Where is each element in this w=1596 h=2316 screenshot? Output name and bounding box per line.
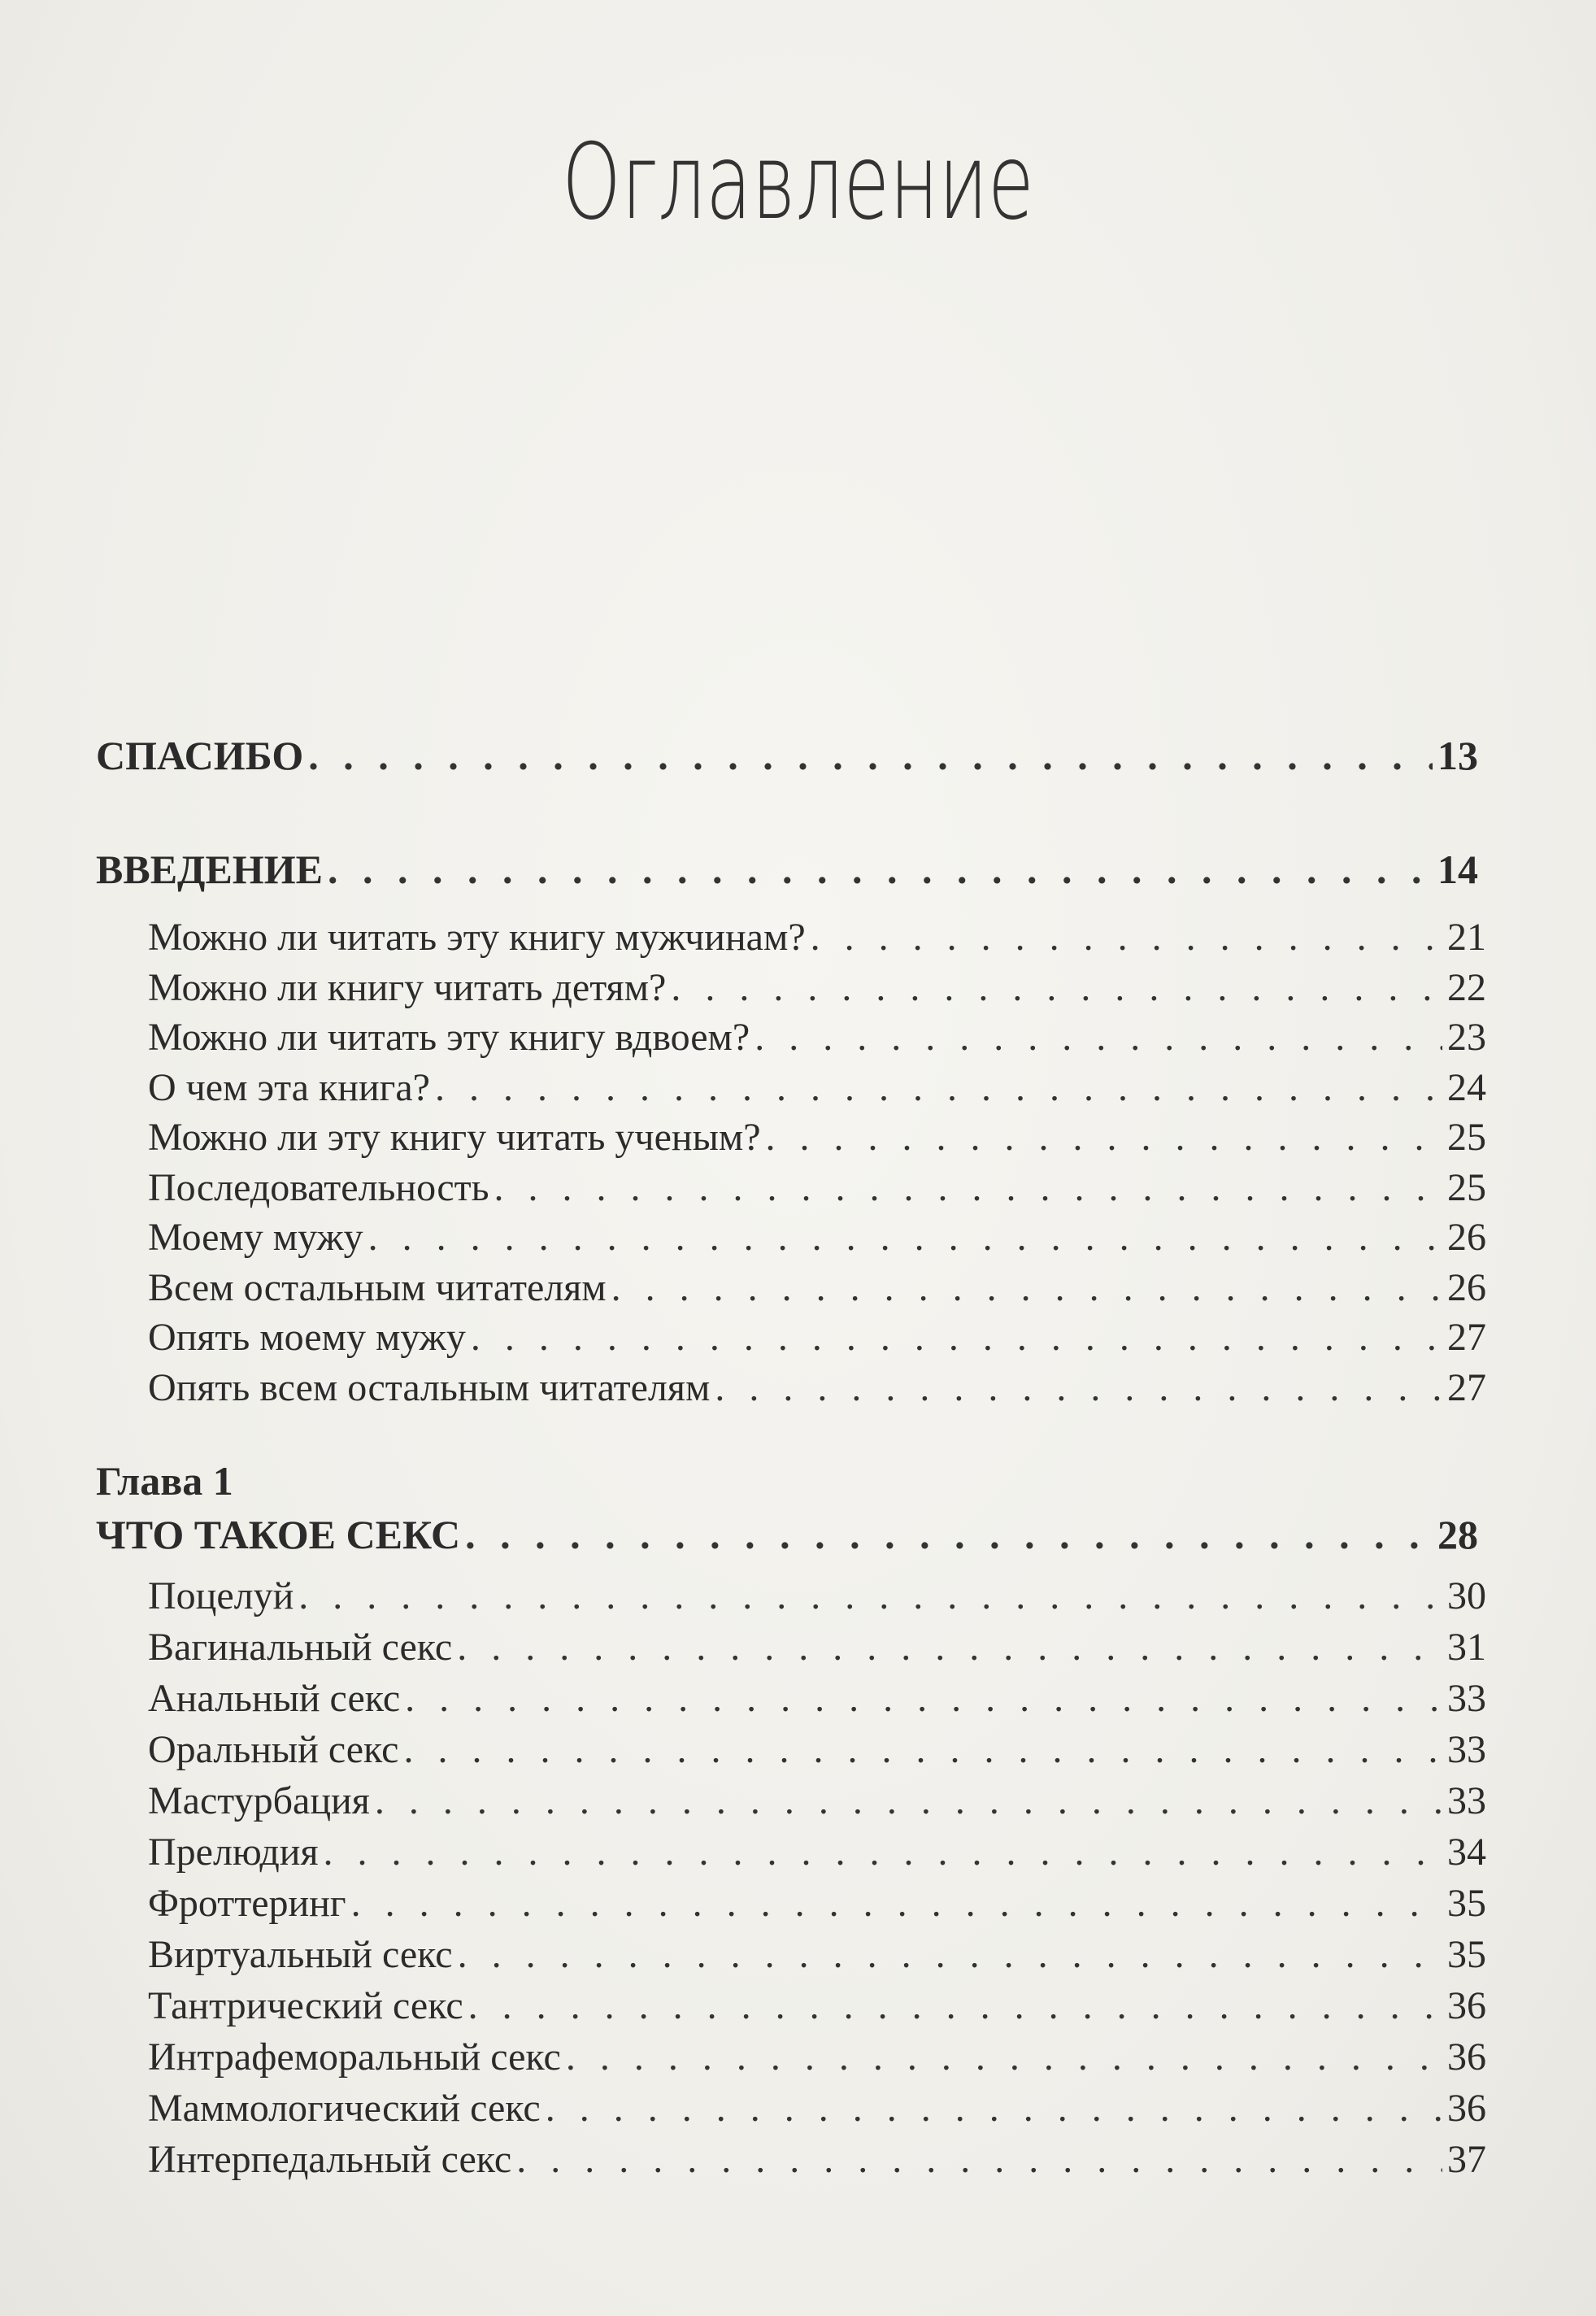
toc-entry-page: 25 <box>1447 1165 1486 1209</box>
leader-dots <box>471 1315 1442 1360</box>
leader-dots <box>516 2137 1442 2182</box>
toc-subentry <box>148 1778 1486 1823</box>
leader-dots <box>324 1830 1442 1874</box>
toc-entry-label: Опять всем остальным читателям <box>148 1365 711 1409</box>
toc-entry-label: Анальный секс <box>148 1677 401 1720</box>
toc-entry-label: Прелюдия <box>148 1831 319 1874</box>
leader-dots <box>298 1574 1442 1618</box>
leader-dots <box>546 2086 1442 2131</box>
toc-subentry <box>148 1983 1486 2028</box>
toc-entry-page: 24 <box>1447 1065 1486 1109</box>
toc-entry-label: Моему мужу <box>148 1216 363 1259</box>
toc-entry-page: 31 <box>1447 1626 1486 1669</box>
toc-entry-label: Можно ли эту книгу читать ученым? <box>148 1116 761 1159</box>
toc-subentry <box>148 1932 1486 1977</box>
toc-entry-label: Опять моему мужу <box>148 1316 466 1359</box>
toc-subentry <box>148 1015 1486 1060</box>
toc-entry-page: 36 <box>1447 2035 1486 2079</box>
toc-entry-chapter1 <box>96 1511 1478 1558</box>
toc-entry-page: 28 <box>1437 1512 1478 1557</box>
toc-entry-label: Интрафеморальный секс <box>148 2035 561 2079</box>
toc-entry-page: 33 <box>1447 1779 1486 1822</box>
toc-entry-label: Можно ли книгу читать детям? <box>148 965 667 1009</box>
page-title: Оглавление <box>562 122 1034 243</box>
toc-entry-page: 13 <box>1437 733 1478 778</box>
leader-dots <box>755 1015 1442 1060</box>
leader-dots <box>566 2035 1442 2079</box>
toc-entry-label: Маммологический секс <box>148 2087 541 2130</box>
leader-dots <box>715 1365 1442 1410</box>
leader-dots <box>403 1727 1442 1772</box>
toc-entry-label: Мастурбация <box>148 1779 370 1822</box>
toc-entry-page: 36 <box>1447 2087 1486 2130</box>
leader-dots <box>671 965 1442 1010</box>
toc-entry-intro <box>96 846 1478 893</box>
leader-dots <box>611 1265 1442 1310</box>
leader-dots <box>351 1881 1442 1926</box>
toc-entry-label: Можно ли читать эту книгу вдвоем? <box>148 1016 750 1059</box>
toc-entry-page: 27 <box>1447 1365 1486 1409</box>
toc-subentry <box>148 1315 1486 1360</box>
toc-subentry <box>148 1727 1486 1772</box>
leader-dots <box>458 1932 1442 1977</box>
leader-dots <box>494 1165 1442 1210</box>
toc-entry-label: Последовательность <box>148 1165 489 1209</box>
leader-dots <box>328 846 1433 893</box>
toc-entry-page: 30 <box>1447 1574 1486 1617</box>
toc-entry-label: Оральный секс <box>148 1728 399 1771</box>
toc-entry-label: СПАСИБО <box>96 733 304 778</box>
toc-subentry <box>148 1115 1486 1160</box>
toc-entry-page: 35 <box>1447 1882 1486 1925</box>
toc-subentry <box>148 1165 1486 1210</box>
leader-dots <box>468 1983 1442 2028</box>
toc-entry-page: 36 <box>1447 1984 1486 2027</box>
toc-entry-page: 25 <box>1447 1116 1486 1159</box>
toc-subentry <box>148 915 1486 960</box>
toc-entry-label: Фроттеринг <box>148 1882 346 1925</box>
toc-subentry <box>148 1881 1486 1926</box>
toc-entry-page: 37 <box>1447 2138 1486 2181</box>
toc-subentry <box>148 1215 1486 1260</box>
toc-entry-page: 14 <box>1437 847 1478 892</box>
toc-entry-label: ВВЕДЕНИЕ <box>96 847 323 892</box>
toc-entry-page: 33 <box>1447 1677 1486 1720</box>
toc-entry-label: Поцелуй <box>148 1574 294 1617</box>
toc-entry-page: 34 <box>1447 1831 1486 1874</box>
chapter-number: Глава 1 <box>96 1458 233 1504</box>
leader-dots <box>465 1511 1433 1558</box>
leader-dots <box>375 1778 1442 1823</box>
toc-entry-page: 26 <box>1447 1265 1486 1309</box>
toc-entry-label: Всем остальным читателям <box>148 1265 607 1309</box>
toc-entry-label: ЧТО ТАКОЕ СЕКС <box>96 1512 461 1557</box>
toc-entry-page: 21 <box>1447 916 1486 959</box>
toc-entry-page: 23 <box>1447 1016 1486 1059</box>
toc-subentry <box>148 965 1486 1010</box>
toc-subentry <box>148 1065 1486 1110</box>
toc-entry-label: Тантрический секс <box>148 1984 463 2027</box>
leader-dots <box>766 1115 1443 1160</box>
toc-subentry <box>148 2035 1486 2079</box>
toc-subentry <box>148 1265 1486 1310</box>
toc-entry-label: Вагинальный секс <box>148 1626 453 1669</box>
toc-subentry <box>148 1830 1486 1874</box>
toc-entry-page: 26 <box>1447 1216 1486 1259</box>
toc-entry-label: Интерпедальный секс <box>148 2138 512 2181</box>
toc-entry-label: Можно ли читать эту книгу мужчинам? <box>148 916 806 959</box>
toc-entry-page: 33 <box>1447 1728 1486 1771</box>
toc-entry-thanks <box>96 732 1478 779</box>
leader-dots <box>368 1215 1442 1260</box>
toc-subentry <box>148 1676 1486 1721</box>
leader-dots <box>405 1676 1442 1721</box>
toc-subentry <box>148 2137 1486 2182</box>
toc-subentry <box>148 1365 1486 1410</box>
leader-dots <box>811 915 1442 960</box>
toc-subentry <box>148 1625 1486 1670</box>
leader-dots <box>457 1625 1442 1670</box>
leader-dots <box>435 1065 1442 1110</box>
toc-subentry <box>148 2086 1486 2131</box>
toc-subentry <box>148 1574 1486 1618</box>
toc-entry-page: 35 <box>1447 1933 1486 1976</box>
leader-dots <box>308 732 1433 779</box>
toc-entry-page: 22 <box>1447 965 1486 1009</box>
toc-entry-label: О чем эта книга? <box>148 1065 430 1109</box>
toc-entry-label: Виртуальный секс <box>148 1933 453 1976</box>
toc-entry-page: 27 <box>1447 1316 1486 1359</box>
